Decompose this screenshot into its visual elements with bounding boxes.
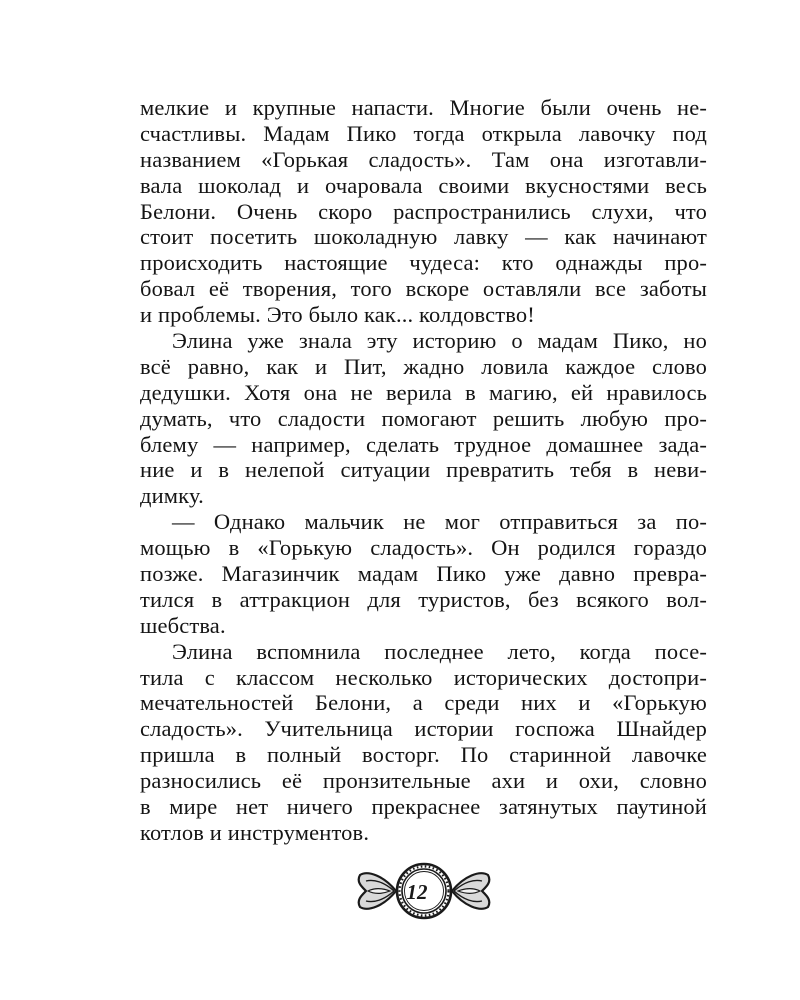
- text-line: дедушки. Хотя она не верила в магию, ей нравилось: [140, 379, 707, 405]
- text-line: — Однако мальчик не мог отправиться за по-: [172, 509, 707, 535]
- text-line: сладость». Учительница истории госпожа Шнайдер: [140, 716, 707, 742]
- text-line: вала шоколад и очаровала своими вкусностями весь: [140, 172, 707, 198]
- text-line: котлов и инструментов.: [140, 819, 370, 845]
- text-line: разносились её пронзительные ахи и охи, словно: [140, 768, 707, 794]
- text-line: пришла в полный восторг. По старинной лавочке: [140, 742, 707, 768]
- text-line: мечательностей Белони, а среди них и «Горькую: [140, 690, 707, 716]
- text-line: в мире нет ничего прекраснее затянутых паутиной: [140, 794, 707, 820]
- text-line: происходить настоящие чудеса: кто однажды про-: [140, 250, 707, 276]
- text-line: мощью в «Горькую сладость». Он родился гораздо: [140, 535, 707, 561]
- text-line: тила с классом несколько исторических достопри-: [140, 664, 707, 690]
- text-line: Белони. Очень скоро распространились слухи, что: [140, 198, 707, 224]
- text-line: названием «Горькая сладость». Там она изготавли-: [140, 146, 707, 172]
- text-line: Элина вспомнила последнее лето, когда посе-: [172, 638, 707, 664]
- page-number: 12: [406, 880, 428, 904]
- text-line: шебства.: [140, 612, 226, 638]
- text-line: Элина уже знала эту историю о мадам Пико, но: [172, 328, 707, 354]
- text-line: позже. Магазинчик мадам Пико уже давно превра-: [140, 561, 707, 587]
- body-text: [140, 95, 707, 846]
- text-line: бовал её творения, того вскоре оставляли все заботы: [140, 276, 707, 302]
- text-line: и проблемы. Это было как... колдовство!: [140, 302, 535, 328]
- text-line: всё равно, как и Пит, жадно ловила каждое слово: [140, 353, 707, 379]
- text-line: счастливы. Мадам Пико тогда открыла лавочку под: [140, 120, 707, 146]
- text-line: мелкие и крупные напасти. Многие были очень не-: [140, 95, 707, 120]
- text-line: блему — например, сделать трудное домашнее зада-: [140, 431, 707, 457]
- text-line: думать, что сладости помогают решить любую про-: [140, 405, 707, 431]
- text-line: ние и в нелепой ситуации превратить тебя в неви-: [140, 457, 707, 483]
- text-line: димку.: [140, 483, 204, 509]
- text-line: тился в аттракцион для туристов, без всякого вол-: [140, 586, 707, 612]
- text-line: стоит посетить шоколадную лавку — как начинают: [140, 224, 707, 250]
